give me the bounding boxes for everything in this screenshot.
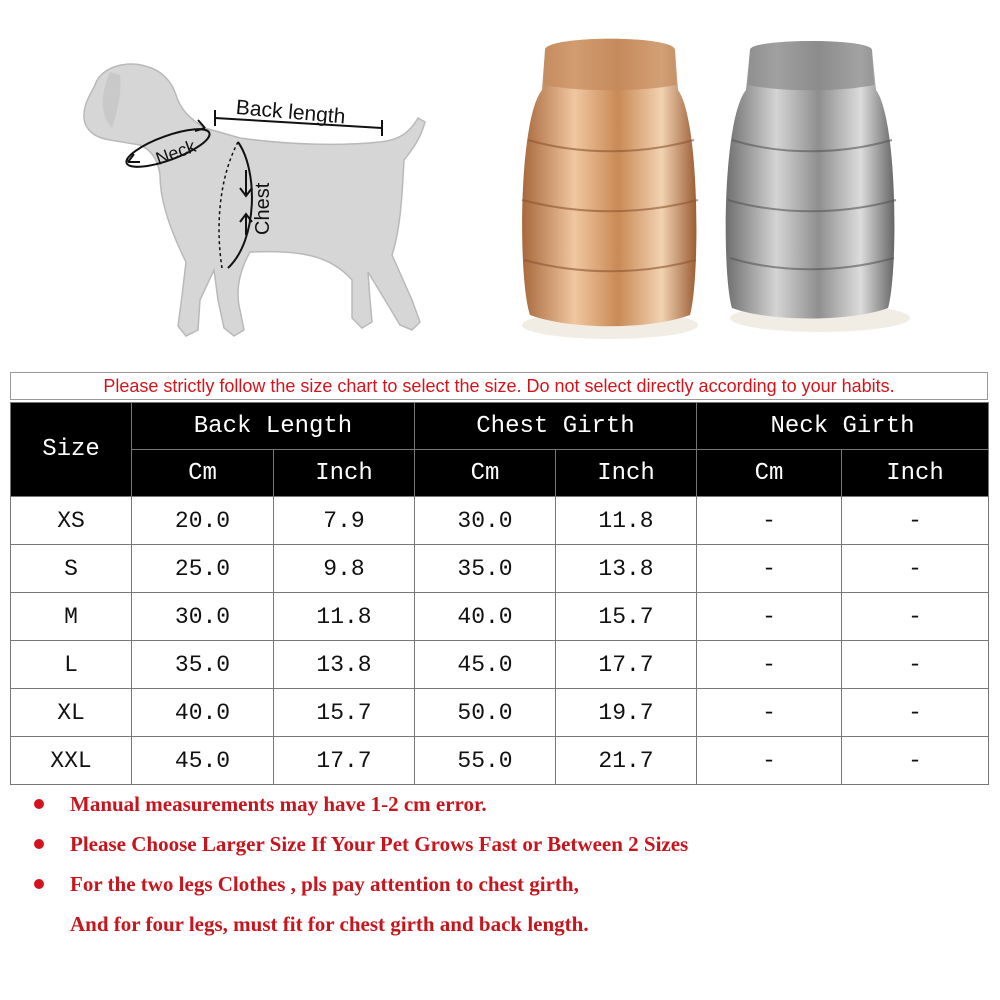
note-item bbox=[30, 830, 980, 870]
size-cell: S bbox=[11, 545, 132, 593]
unit-header: Inch bbox=[842, 450, 989, 497]
size-cell: XS bbox=[11, 497, 132, 545]
table-cell: 30.0 bbox=[415, 497, 556, 545]
gold-vest bbox=[522, 39, 698, 339]
table-cell: - bbox=[697, 737, 842, 785]
table-cell: 20.0 bbox=[132, 497, 274, 545]
table-cell: 35.0 bbox=[415, 545, 556, 593]
table-cell: 9.8 bbox=[274, 545, 415, 593]
table-cell: 15.7 bbox=[274, 689, 415, 737]
size-cell: L bbox=[11, 641, 132, 689]
table-cell: 21.7 bbox=[556, 737, 697, 785]
note-text: For the two legs Clothes , pls pay attention to chest girth, bbox=[70, 872, 579, 896]
table-cell: - bbox=[697, 641, 842, 689]
unit-header: Cm bbox=[697, 450, 842, 497]
table-cell: 40.0 bbox=[415, 593, 556, 641]
table-cell: - bbox=[842, 593, 989, 641]
product-header-area bbox=[0, 0, 1000, 370]
bullet-dot-icon bbox=[34, 799, 44, 809]
table-cell: 40.0 bbox=[132, 689, 274, 737]
table-cell: - bbox=[697, 545, 842, 593]
table-cell: 7.9 bbox=[274, 497, 415, 545]
table-cell: - bbox=[842, 497, 989, 545]
silver-vest bbox=[726, 41, 910, 332]
size-notice: Please strictly follow the size chart to select the size. Do not select directly according to your habits. bbox=[10, 372, 988, 400]
note-item-continued bbox=[30, 910, 980, 950]
chest-label: Chest bbox=[252, 182, 274, 235]
table-cell: 11.8 bbox=[274, 593, 415, 641]
table-cell: 11.8 bbox=[556, 497, 697, 545]
unit-header: Cm bbox=[415, 450, 556, 497]
table-row bbox=[11, 593, 989, 641]
table-cell: 17.7 bbox=[274, 737, 415, 785]
table-cell: - bbox=[697, 689, 842, 737]
bullet-dot-icon bbox=[34, 839, 44, 849]
table-cell: - bbox=[842, 641, 989, 689]
size-cell: M bbox=[11, 593, 132, 641]
table-row bbox=[11, 497, 989, 545]
table-cell: 50.0 bbox=[415, 689, 556, 737]
back-length-label: Back length bbox=[234, 96, 347, 129]
neck-girth-header: Neck Girth bbox=[697, 403, 989, 450]
table-cell: 45.0 bbox=[415, 641, 556, 689]
table-cell: 13.8 bbox=[274, 641, 415, 689]
table-row bbox=[11, 545, 989, 593]
table-row bbox=[11, 641, 989, 689]
size-cell: XL bbox=[11, 689, 132, 737]
table-cell: 13.8 bbox=[556, 545, 697, 593]
table-cell: - bbox=[842, 737, 989, 785]
size-cell: XXL bbox=[11, 737, 132, 785]
back-length-header: Back Length bbox=[132, 403, 415, 450]
table-cell: 45.0 bbox=[132, 737, 274, 785]
note-text: And for four legs, must fit for chest girth and back length. bbox=[70, 912, 589, 936]
note-item bbox=[30, 870, 980, 910]
bullet-dot-icon bbox=[34, 879, 44, 889]
size-chart-table bbox=[10, 402, 989, 785]
neck-label: Neck bbox=[153, 135, 199, 169]
table-row bbox=[11, 689, 989, 737]
table-cell: - bbox=[842, 689, 989, 737]
table-cell: 15.7 bbox=[556, 593, 697, 641]
notes-list bbox=[30, 790, 980, 950]
table-cell: 19.7 bbox=[556, 689, 697, 737]
table-cell: - bbox=[697, 497, 842, 545]
note-item bbox=[30, 790, 980, 830]
table-cell: - bbox=[697, 593, 842, 641]
size-column-header: Size bbox=[11, 403, 132, 497]
table-cell: 17.7 bbox=[556, 641, 697, 689]
table-cell: 55.0 bbox=[415, 737, 556, 785]
unit-header: Cm bbox=[132, 450, 274, 497]
unit-header: Inch bbox=[556, 450, 697, 497]
table-cell: - bbox=[842, 545, 989, 593]
dog-measurement-diagram bbox=[0, 0, 500, 370]
note-text: Please Choose Larger Size If Your Pet Grows Fast or Between 2 Sizes bbox=[70, 832, 689, 856]
chest-girth-header: Chest Girth bbox=[415, 403, 697, 450]
note-text: Manual measurements may have 1-2 cm error. bbox=[70, 792, 487, 816]
table-cell: 30.0 bbox=[132, 593, 274, 641]
table-row bbox=[11, 737, 989, 785]
table-cell: 35.0 bbox=[132, 641, 274, 689]
table-cell: 25.0 bbox=[132, 545, 274, 593]
product-vests-image bbox=[500, 30, 980, 350]
unit-header: Inch bbox=[274, 450, 415, 497]
